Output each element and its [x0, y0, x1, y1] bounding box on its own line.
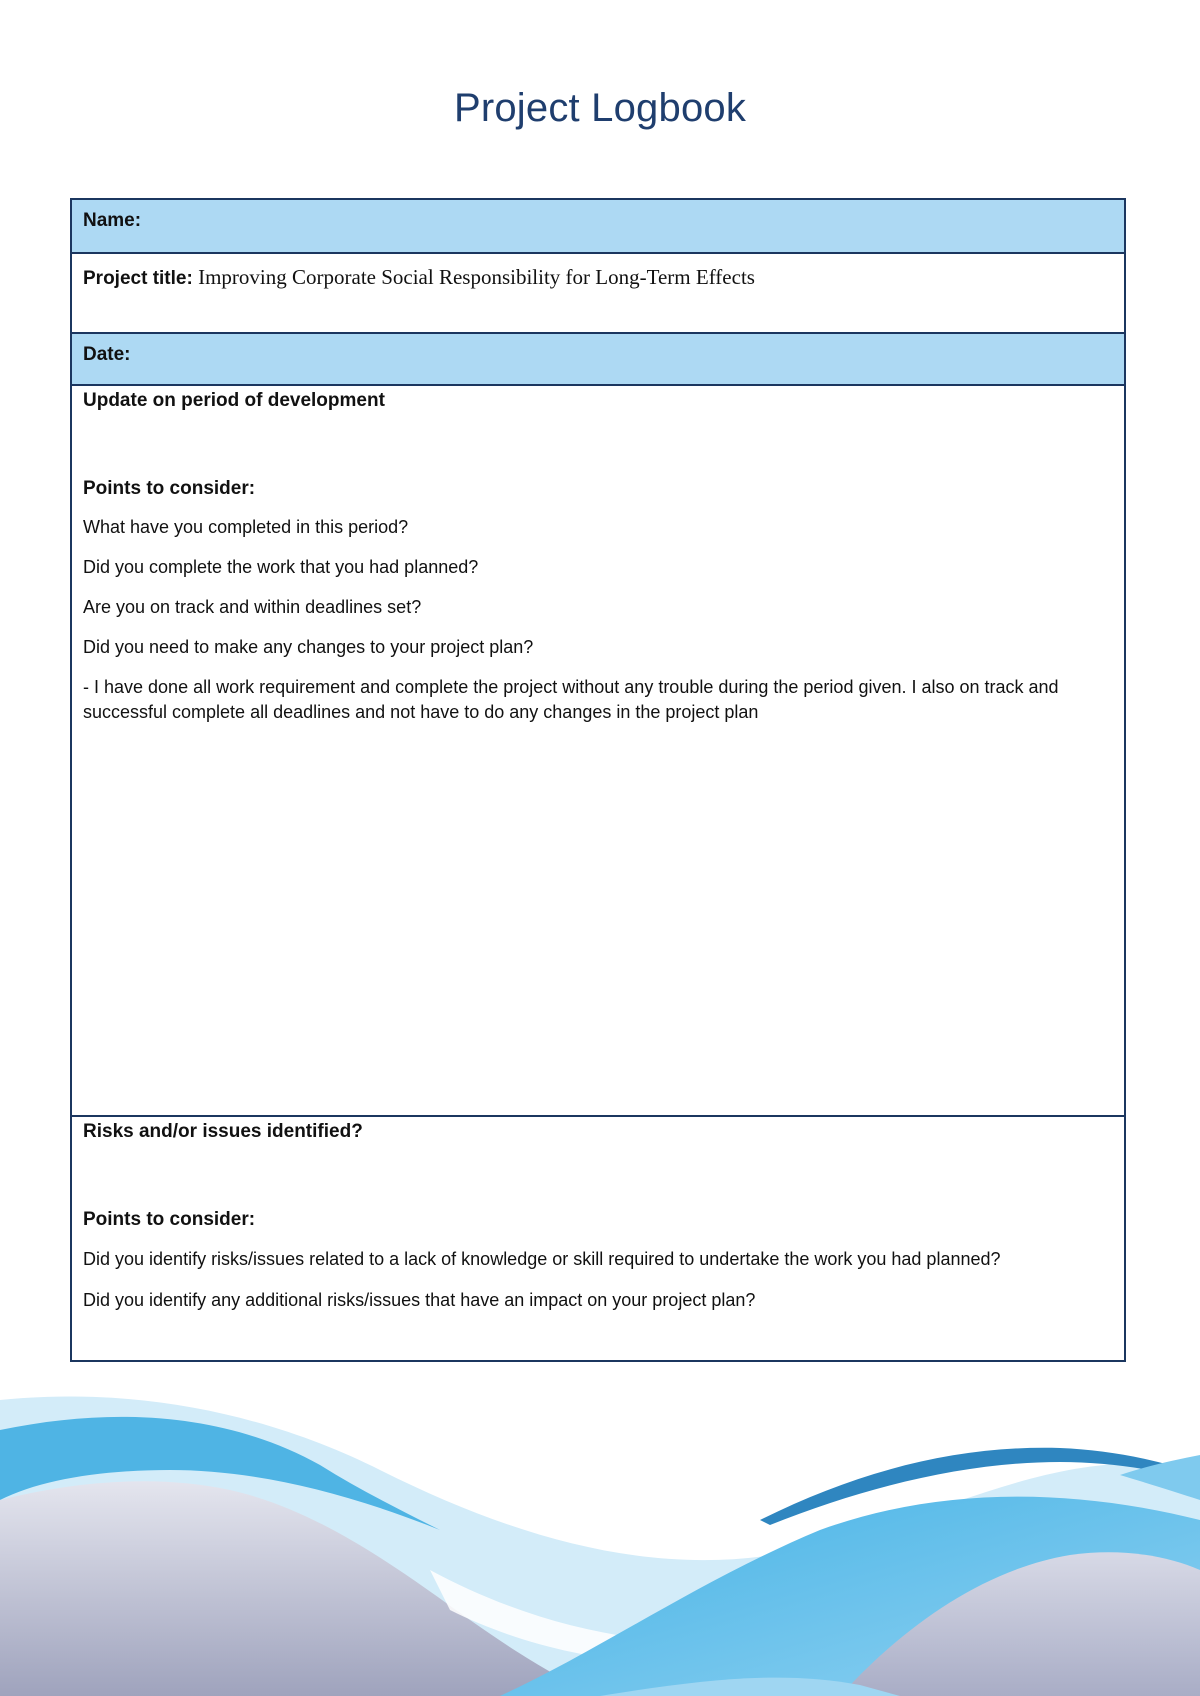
date-row — [72, 334, 1124, 386]
date-label: Date: — [83, 344, 131, 365]
update-question: Did you need to make any changes to your project plan? — [83, 637, 534, 657]
decorative-wave-footer — [0, 1380, 1200, 1696]
risks-heading: Risks and/or issues identified? — [83, 1121, 363, 1142]
name-row — [72, 200, 1124, 254]
logbook-table — [70, 198, 1126, 1362]
risks-points-heading: Points to consider: — [83, 1209, 256, 1230]
risks-section — [72, 1117, 1124, 1360]
update-question: What have you completed in this period? — [83, 517, 409, 537]
risks-question: Did you identify risks/issues related to a lack of knowledge or skill required to undertake the work you had planned? — [83, 1249, 1001, 1269]
name-label: Name: — [83, 210, 142, 231]
project-title-row — [72, 254, 1124, 334]
update-points-heading: Points to consider: — [83, 478, 256, 499]
update-question: Are you on track and within deadlines set? — [83, 597, 422, 617]
update-answer: - I have done all work requirement and complete the project without any trouble during the period given. I also on track and successful complete all deadlines and not have to do any changes in the project plan — [83, 677, 1059, 722]
risks-question: Did you identify any additional risks/issues that have an impact on your project plan? — [83, 1290, 756, 1310]
update-section — [72, 386, 1124, 1117]
project-title-value: Improving Corporate Social Responsibility for Long-Term Effects — [198, 265, 755, 289]
update-question: Did you complete the work that you had planned? — [83, 557, 479, 577]
project-title-label: Project title: — [83, 268, 193, 289]
page-title: Project Logbook — [453, 86, 747, 130]
update-heading: Update on period of development — [83, 390, 385, 411]
